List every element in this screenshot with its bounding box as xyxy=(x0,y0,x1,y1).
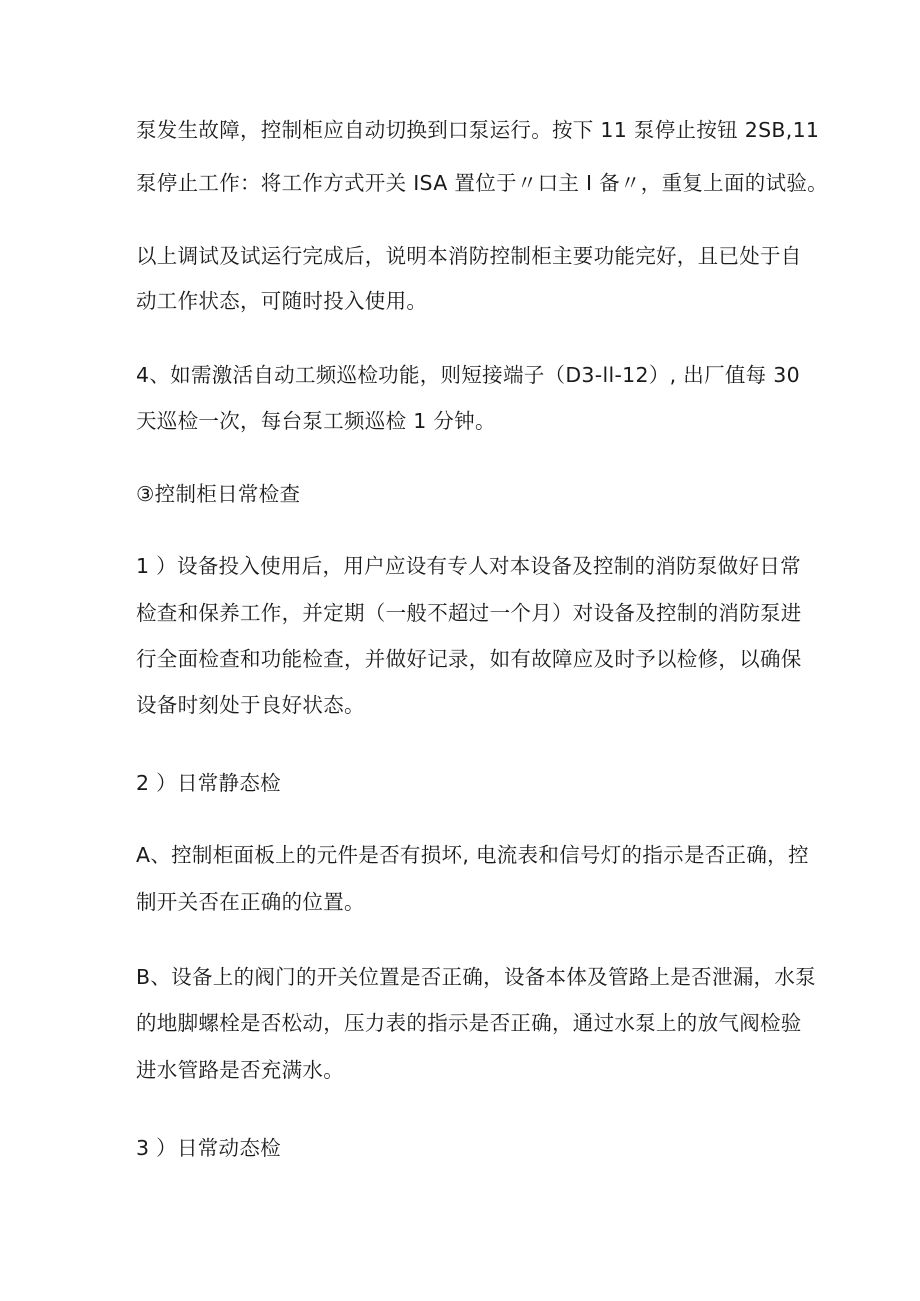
item-b-line-1: B、设备上的阀门的开关位置是否正确，设备本体及管路上是否泄漏，水泵 xyxy=(136,965,816,989)
item-1-line-2: 检查和保养工作，并定期（一般不超过一个月）对设备及控制的消防泵进 xyxy=(136,601,802,625)
item-1-line-4: 设备时刻处于良好状态。 xyxy=(136,693,365,717)
item-a-line-1: A、控制柜面板上的元件是否有损坏, 电流表和信号灯的指示是否正确，控 xyxy=(136,843,809,867)
item-2-heading: 2 ）日常静态检 xyxy=(136,771,281,795)
paragraph-commissioning-line-1: 以上调试及试运行完成后，说明本消防控制柜主要功能完好，且已处于自 xyxy=(136,244,802,268)
paragraph-fault-switch-line-2: 泵停止工作：将工作方式开关 ISA 置位于〃口主 I 备〃，重复上面的试验。 xyxy=(136,171,828,195)
item-3-heading: 3 ）日常动态检 xyxy=(136,1136,281,1160)
paragraph-commissioning-line-2: 动工作状态，可随时投入使用。 xyxy=(136,289,428,313)
item-1-line-3: 行全面检查和功能检查，并做好记录，如有故障应及时予以检修，以确保 xyxy=(136,647,802,671)
section-heading-daily-check: ③控制柜日常检查 xyxy=(136,482,301,506)
item-b-line-3: 进水管路是否充满水。 xyxy=(136,1058,344,1082)
paragraph-patrol-line-2: 天巡检一次，每台泵工频巡检 1 分钟。 xyxy=(136,409,496,433)
item-b-line-2: 的地脚螺栓是否松动，压力表的指示是否正确，通过水泵上的放气阀检验 xyxy=(136,1011,802,1035)
paragraph-fault-switch-line-1: 泵发生故障，控制柜应自动切换到口泵运行。按下 11 泵停止按钮 2SB,11 xyxy=(136,118,820,142)
item-1-line-1: 1 ）设备投入使用后，用户应设有专人对本设备及控制的消防泵做好日常 xyxy=(136,554,801,578)
paragraph-patrol-line-1: 4、如需激活自动工频巡检功能，则短接端子（D3-ll-12）, 出厂值每 30 xyxy=(136,363,800,387)
item-a-line-2: 制开关否在正确的位置。 xyxy=(136,890,365,914)
